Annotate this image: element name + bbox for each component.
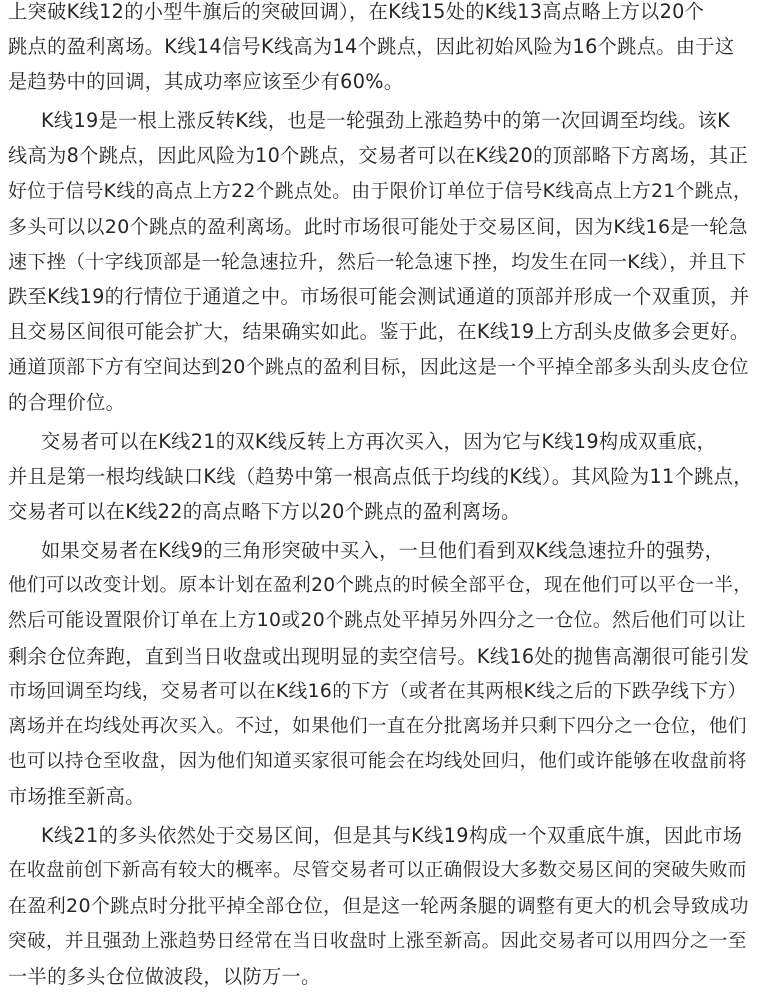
text-line: 一半的多头仓位做波段，以防万一。 [8,965,321,988]
text-line: 突破，并且强劲上涨趋势日经常在当日收盘时上涨至新高。因此交易者可以用四分之一至 [8,931,747,952]
text-line: 然后可能设置限价订单在上方10或20个跳点处平掉另外四分之一仓位。然后他们可以让 [8,610,746,631]
text-line: 是趋势中的回调，其成功率应该至少有60%。 [8,70,404,93]
text-line: 的合理价位。 [8,391,126,414]
text-line: 线高为8个跳点，因此风险为10个跳点，交易者可以在K线20的顶部略下方离场，其正 [8,144,748,167]
text-line: 也可以持仓至收盘，因为他们知道买家很可能会在均线处回归，他们或许能够在收盘前将 [8,751,747,772]
text-line: 速下挫（十字线顶部是一轮急速拉升，然后一轮急速下挫，均发生在同一K线），并且下 [8,251,747,273]
text-line: 剩余仓位奔跑，直到当日收盘或出现明显的卖空信号。K线16处的抛售高潮很可能引发 [8,645,750,668]
text-line: 他们可以改变计划。原本计划在盈利20个跳点的时候全部平仓，现在他们可以平仓一半， [8,575,753,596]
text-line: K线21的多头依然处于交易区间，但是其与K线19构成一个双重底牛旗，因此市场 [41,824,743,847]
text-line: 好位于信号K线的高点上方22个跳点处。由于限价订单位于信号K线高点上方21个跳点， [8,181,753,202]
text-line: K线19是一根上涨反转K线，也是一轮强劲上涨趋势中的第一次回调至均线。该K [41,109,731,132]
text-line: 跳点的盈利离场。K线14信号K线高为14个跳点，因此初始风险为16个跳点。由于这 [8,35,735,58]
text-line: 跌至K线19的行情位于通道之中。市场很可能会测试通道的顶部并形成一个双重顶，并 [8,285,750,308]
text-line: 多头可以以20个跳点的盈利离场。此时市场很可能处于交易区间，因为K线16是一轮急 [8,216,748,238]
text-line: 交易者可以在K线21的双K线反转上方再次买入，因为它与K线19构成双重底， [41,430,717,453]
text-line: 通道顶部下方有空间达到20个跳点的盈利目标，因此这是一个平掉全部多头刮头皮仓位 [8,356,749,378]
text-line: 市场回调至均线，交易者可以在K线16的下方（或者在其两根K线之后的下跌孕线下方） [8,681,747,702]
text-line: 如果交易者在K线9的三角形突破中买入，一旦他们看到双K线急速拉升的强势， [41,539,725,562]
text-line: 且交易区间很可能会扩大，结果确实如此。鉴于此，在K线19上方刮头皮做多会更好。 [8,320,750,343]
text-line: 上突破K线12的小型牛旗后的突破回调），在K线15处的K线13高点略上方以20个 [8,0,705,23]
text-line: 在收盘前创下新高有较大的概率。尽管交易者可以正确假设大多数交易区间的突破失败而 [8,860,747,881]
text-line: 并且是第一根均线缺口K线（趋势中第一根高点低于均线的K线）。其风险为11个跳点， [8,465,753,488]
text-line: 市场推至新高。 [8,785,145,808]
text-line: 交易者可以在K线22的高点略下方以20个跳点的盈利离场。 [8,500,521,523]
text-line: 在盈利20个跳点时分批平掉全部仓位，但是这一轮两条腿的调整有更大的机会导致成功 [8,895,749,917]
text-line: 离场并在均线处再次买入。不过，如果他们一直在分批离场并只剩下四分之一仓位，他们 [8,716,747,737]
